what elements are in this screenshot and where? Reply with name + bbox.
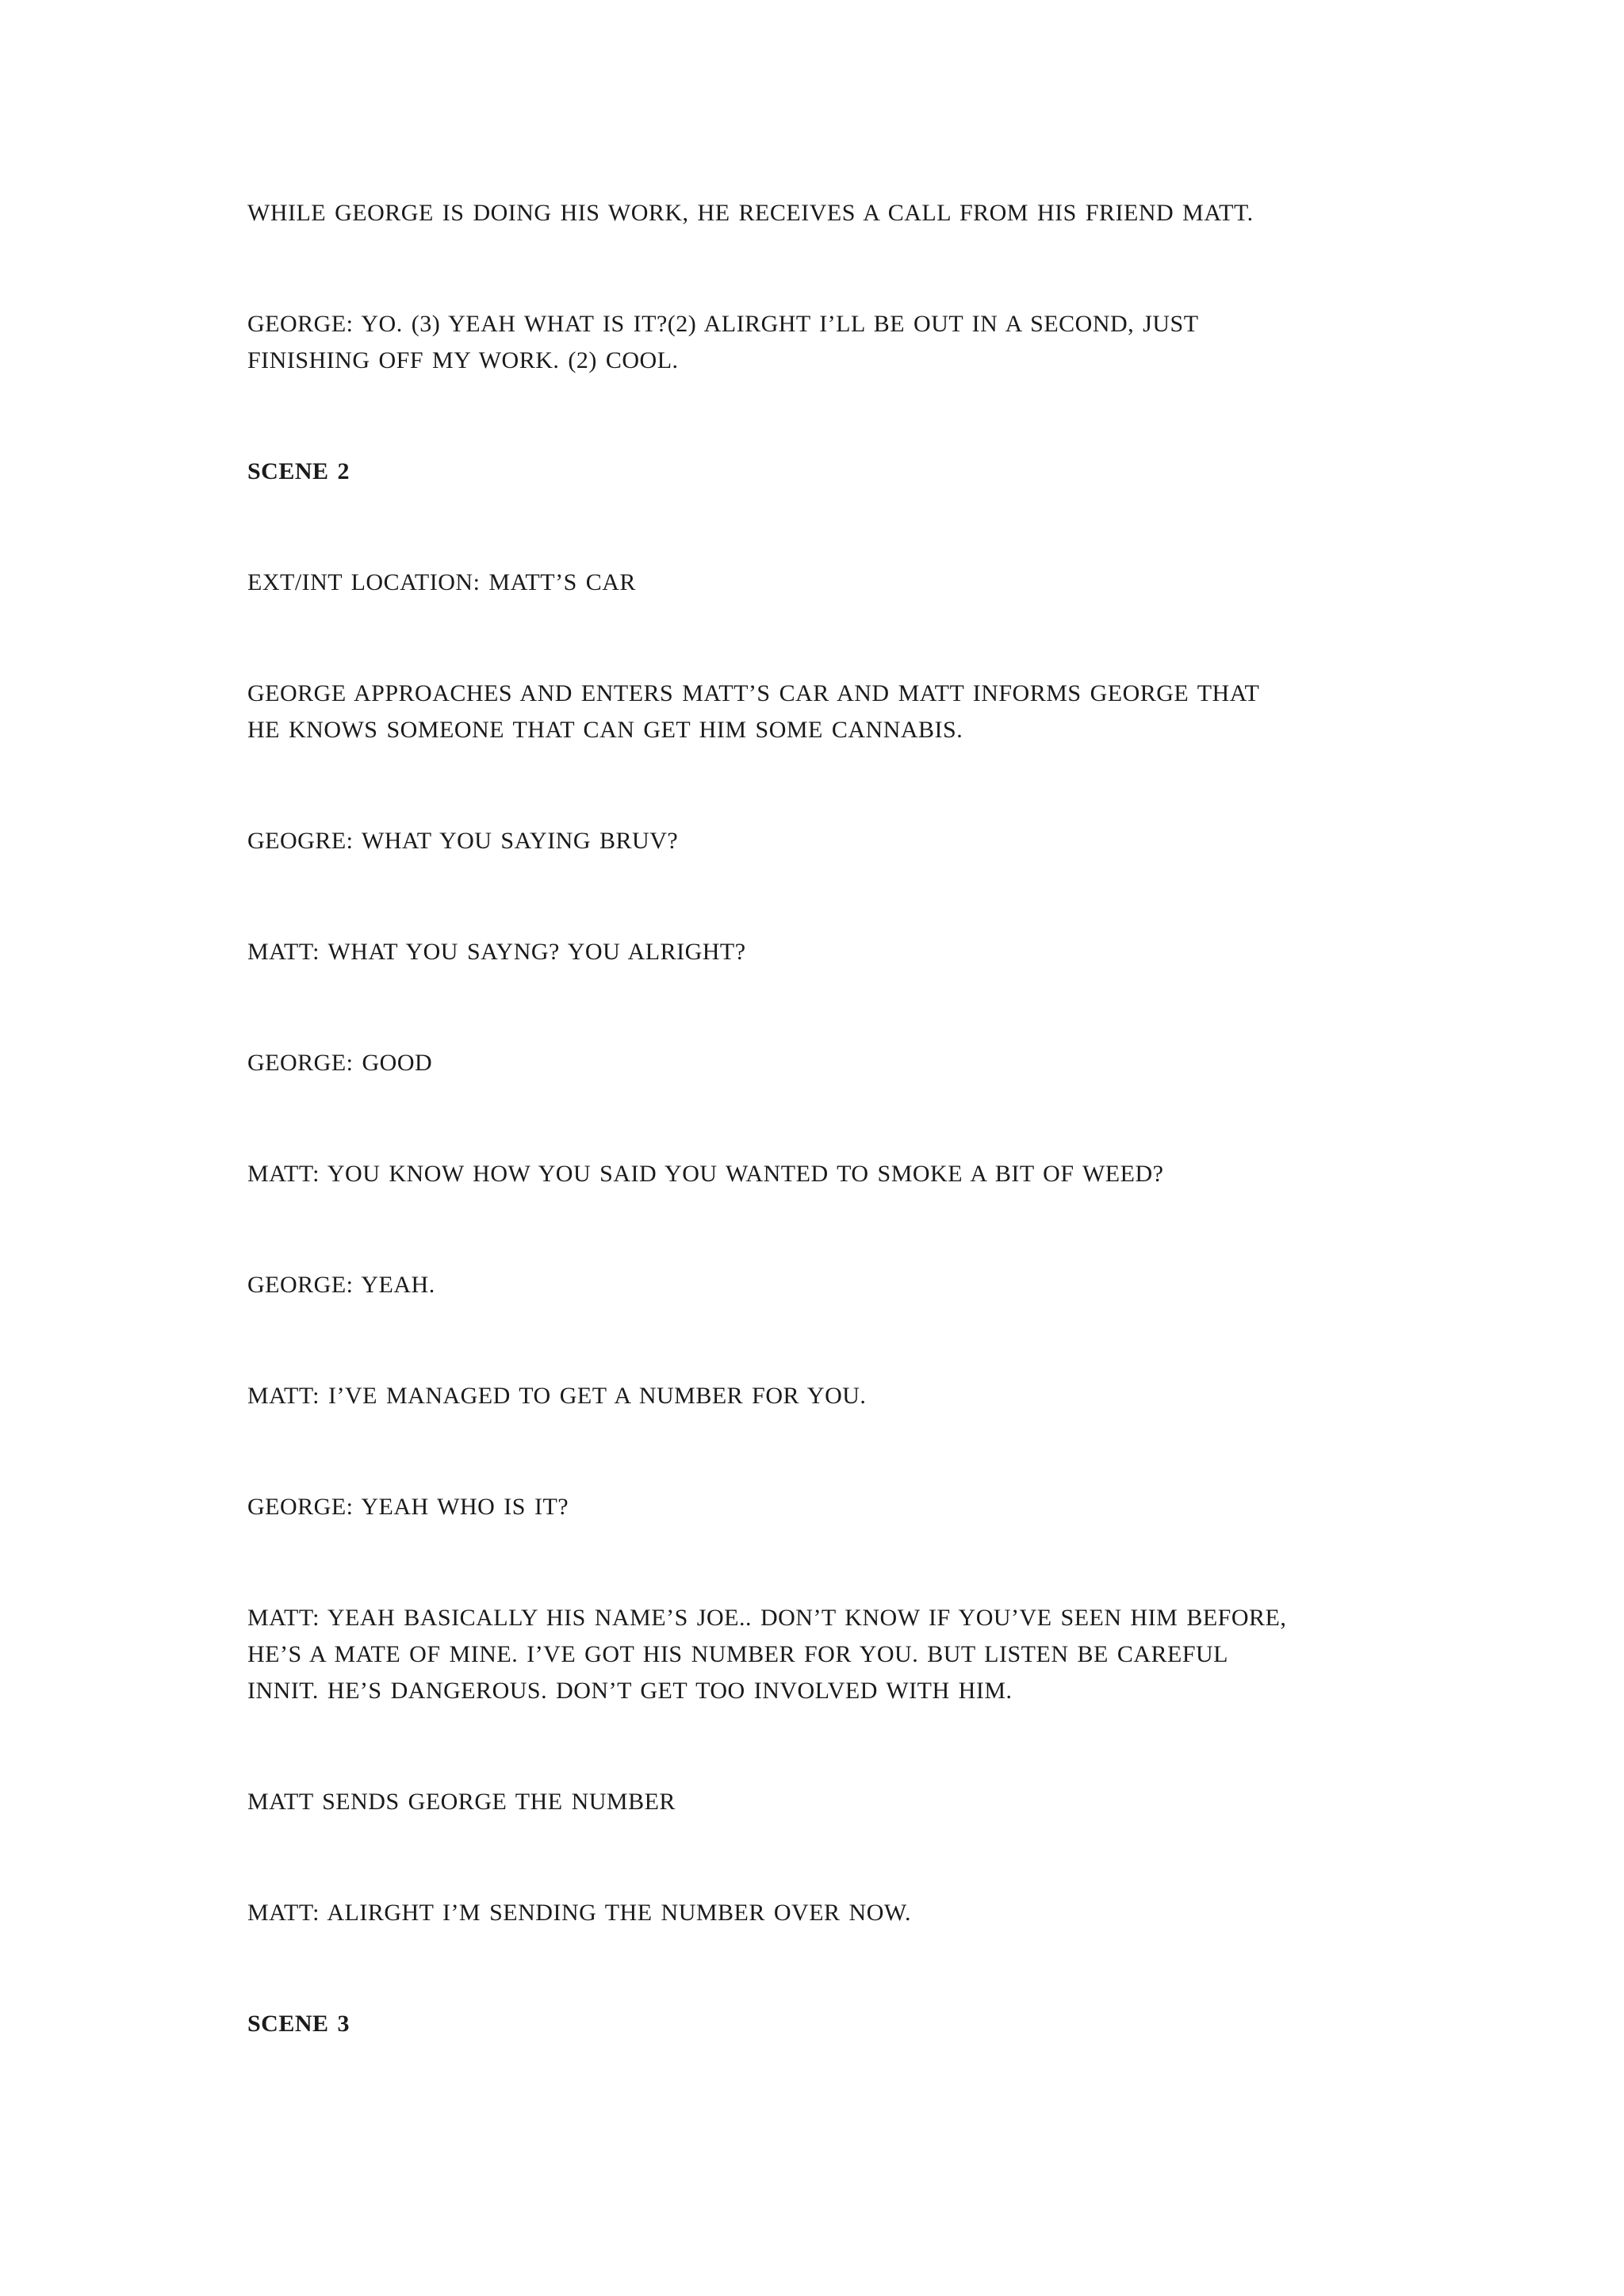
dialogue-line: GEORGE: YO. (3) YEAH WHAT IS IT?(2) ALIRGHT I’LL BE OUT IN A SECOND, JUST [247,311,1199,337]
dialogue-line: MATT: ALIRGHT I’M SENDING THE NUMBER OVER NOW. [247,1900,911,1926]
dialogue-line: HE’S A MATE OF MINE. I’VE GOT HIS NUMBER FOR YOU. BUT LISTEN BE CAREFUL [247,1641,1228,1667]
dialogue-line: MATT: I’VE MANAGED TO GET A NUMBER FOR YOU. [247,1383,867,1409]
scene-heading: SCENE 3 [247,2011,350,2037]
action-line: HE KNOWS SOMEONE THAT CAN GET HIM SOME CANNABIS. [247,717,963,743]
scene-heading: SCENE 2 [247,458,350,484]
dialogue-line: GEORGE: GOOD [247,1050,433,1076]
dialogue-line: INNIT. HE’S DANGEROUS. DON’T GET TOO INVOLVED WITH HIM. [247,1678,1013,1704]
action-line: WHILE GEORGE IS DOING HIS WORK, HE RECEIVES A CALL FROM HIS FRIEND MATT. [247,200,1254,226]
location-line: EXT/INT LOCATION: MATT’S CAR [247,569,636,595]
dialogue-line: GEORGE: YEAH. [247,1272,435,1298]
dialogue-line: GEOGRE: WHAT YOU SAYING BRUV? [247,828,679,854]
dialogue-line: MATT: YOU KNOW HOW YOU SAID YOU WANTED TO SMOKE A BIT OF WEED? [247,1161,1164,1187]
dialogue-line: GEORGE: YEAH WHO IS IT? [247,1494,569,1520]
dialogue-line: FINISHING OFF MY WORK. (2) COOL. [247,347,679,373]
action-line: GEORGE APPROACHES AND ENTERS MATT’S CAR AND MATT INFORMS GEORGE THAT [247,680,1260,706]
action-line: MATT SENDS GEORGE THE NUMBER [247,1789,676,1815]
dialogue-line: MATT: WHAT YOU SAYNG? YOU ALRIGHT? [247,939,746,965]
dialogue-line: MATT: YEAH BASICALLY HIS NAME’S JOE.. DON’T KNOW IF YOU’VE SEEN HIM BEFORE, [247,1605,1287,1631]
